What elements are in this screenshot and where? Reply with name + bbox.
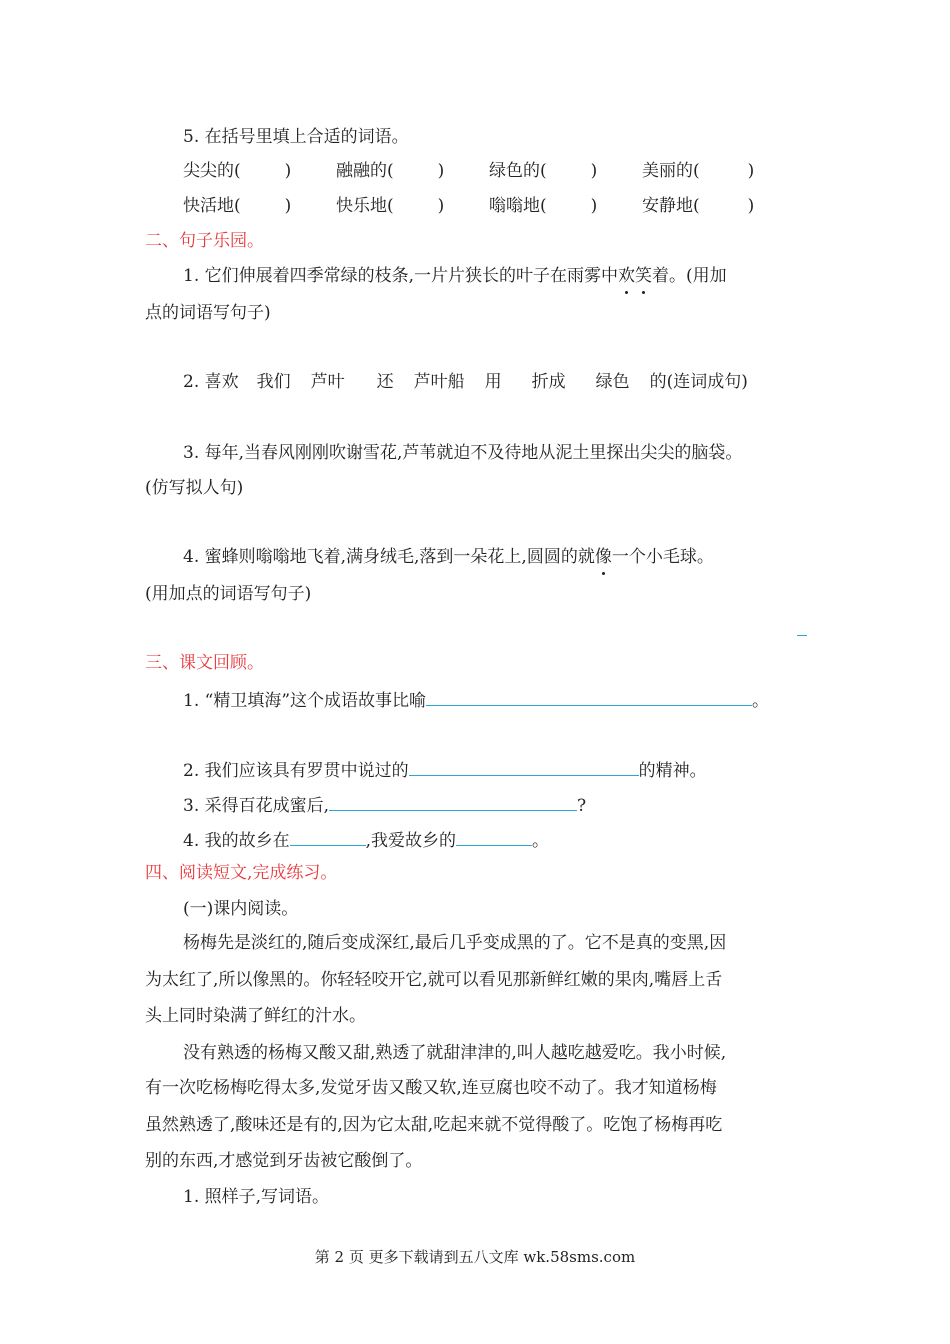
q5-r2-item2: 快乐地( ) [336, 196, 445, 216]
word-2: 我们 [256, 372, 291, 392]
q5-title: 5. 在括号里填上合适的词语。 [183, 127, 409, 147]
s2-q1-line1 [183, 264, 727, 288]
s2-q3-line2: (仿写拟人句) [145, 478, 244, 498]
s3-q4-blank-1[interactable] [290, 827, 366, 846]
answer-line-mark [797, 635, 807, 636]
word-3: 芦叶 [310, 372, 345, 392]
passage-p2-line3: 虽然熟透了,酸味还是有的,因为它太甜,吃起来就不觉得酸了。吃饱了杨梅再吃 [145, 1115, 723, 1135]
word-7: 折成 [531, 372, 566, 392]
section-2-heading: 二、句子乐园。 [145, 231, 264, 251]
s3-q2-text: 2. 我们应该具有罗贯中说过的 [183, 761, 409, 781]
s2-q3-line1: 3. 每年,当春风刚刚吹谢雪花,芦苇就迫不及待地从泥土里探出尖尖的脑袋。 [183, 443, 743, 463]
q5-r2-item3: 嗡嗡地( ) [489, 196, 598, 216]
s3-q2-end: 的精神。 [638, 761, 707, 781]
q5-r2-item4: 安静地( ) [642, 196, 755, 216]
passage-p2-line4: 别的东西,才感觉到牙齿被它酸倒了。 [145, 1151, 423, 1171]
s3-q4-text-b: ,我爱故乡的 [365, 831, 457, 851]
q5-row-1 [183, 159, 772, 183]
dotted-char-2: 笑 [635, 266, 653, 286]
section-4-heading: 四、阅读短文,完成练习。 [145, 863, 338, 883]
s3-q3-end: ? [577, 796, 587, 816]
s2-q4-text-a: 4. 蜜蜂则嗡嗡地飞着,满身绒毛,落到一朵花上,圆圆的就 [183, 547, 595, 567]
passage-p1-line2: 为太红了,所以像黑的。你轻轻咬开它,就可以看见那新鲜红嫩的果肉,嘴唇上舌 [145, 970, 723, 990]
s3-q3-blank[interactable] [329, 792, 577, 811]
word-8: 绿色 [595, 372, 630, 392]
s2-q1-line2: 点的词语写句子) [145, 303, 271, 323]
word-1: 2. 喜欢 [183, 372, 239, 392]
q5-row-2 [183, 194, 772, 218]
s3-q1-end: 。 [752, 691, 770, 711]
s3-q3 [183, 792, 586, 818]
s4-task-1: 1. 照样子,写词语。 [183, 1187, 330, 1207]
passage-p1-line3: 头上同时染满了鲜红的汁水。 [145, 1006, 366, 1026]
dotted-char-1: 欢 [618, 266, 636, 286]
word-5: 芦叶船 [413, 372, 465, 392]
s3-q1 [183, 687, 769, 713]
s3-q2 [183, 757, 707, 783]
s2-q4-line2: (用加点的词语写句子) [145, 584, 312, 604]
s2-q4-line1 [183, 545, 714, 569]
q5-r2-item1: 快活地( ) [183, 196, 292, 216]
s2-q2-words [183, 370, 748, 394]
s3-q4 [183, 827, 549, 853]
passage-p1-line1: 杨梅先是淡红的,随后变成深红,最后几乎变成黑的了。它不是真的变黑,因 [183, 933, 727, 953]
s3-q1-text: 1. “精卫填海”这个成语故事比喻 [183, 691, 427, 711]
s2-q1-text-a: 1. 它们伸展着四季常绿的枝条,一片片狭长的叶子在雨雾中 [183, 266, 619, 286]
s3-q2-blank[interactable] [409, 757, 639, 776]
section-3-heading: 三、课文回顾。 [145, 653, 264, 673]
s3-q3-text: 3. 采得百花成蜜后, [183, 796, 330, 816]
q5-r1-item3: 绿色的( ) [489, 161, 598, 181]
q5-r1-item2: 融融的( ) [336, 161, 445, 181]
word-9: 的(连词成句) [649, 372, 748, 392]
s3-q1-blank[interactable] [426, 687, 752, 706]
passage-p2-line2: 有一次吃杨梅吃得太多,发觉牙齿又酸又软,连豆腐也咬不动了。我才知道杨梅 [145, 1078, 717, 1098]
passage-p2-line1: 没有熟透的杨梅又酸又甜,熟透了就甜津津的,叫人越吃越爱吃。我小时候, [183, 1043, 727, 1063]
q5-r1-item4: 美丽的( ) [642, 161, 755, 181]
word-6: 用 [484, 372, 502, 392]
s2-q1-text-b: 着。(用加 [652, 266, 727, 286]
dotted-char-3: 像 [594, 547, 612, 567]
page-footer: 第 2 页 更多下载请到五八文库 wk.58sms.com [314, 1248, 636, 1266]
s3-q4-end: 。 [532, 831, 550, 851]
s3-q4-blank-2[interactable] [456, 827, 532, 846]
s4-subheading: (一)课内阅读。 [183, 899, 299, 919]
q5-r1-item1: 尖尖的( ) [183, 161, 292, 181]
word-4: 还 [376, 372, 394, 392]
s3-q4-text-a: 4. 我的故乡在 [183, 831, 290, 851]
s2-q4-text-b: 一个小毛球。 [611, 547, 714, 567]
